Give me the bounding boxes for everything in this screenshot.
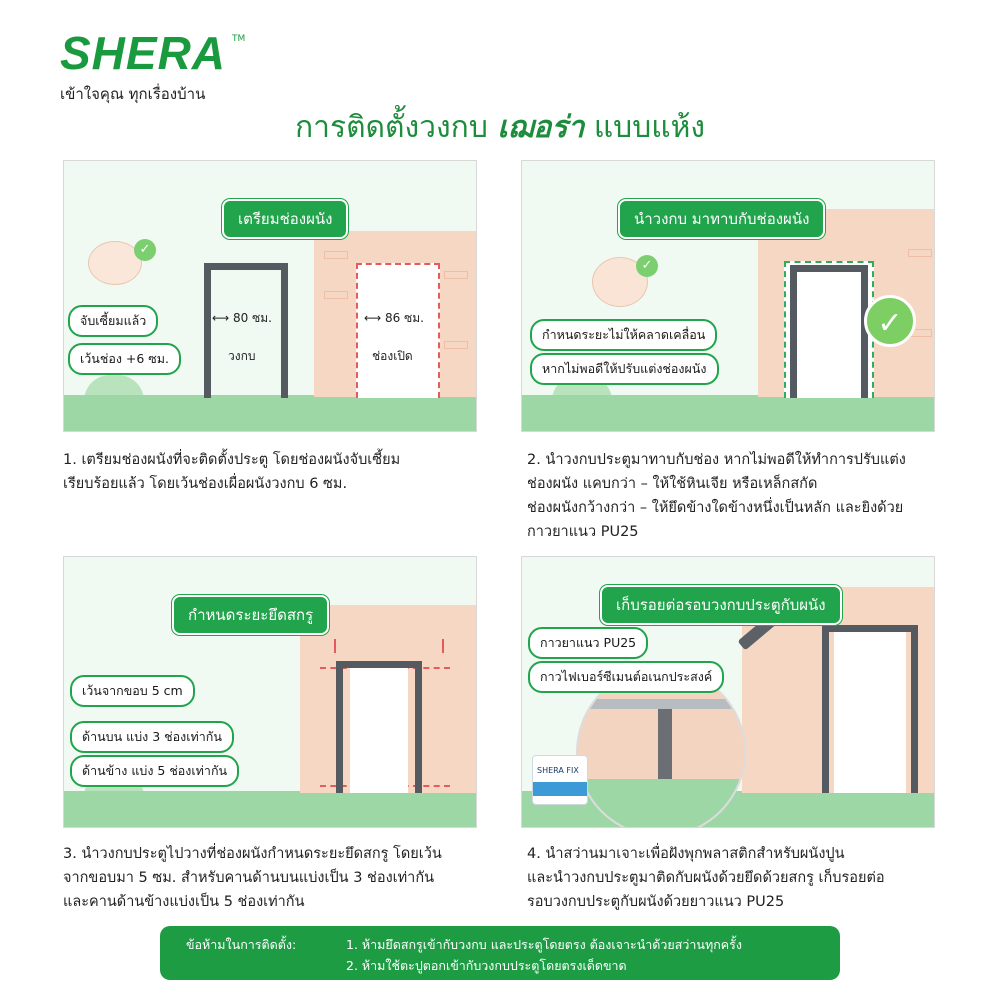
step-3-line: และคานด้านข้างแบ่งเป็น 5 ช่องเท่ากัน — [63, 894, 305, 910]
logo-wordmark: SHERA — [60, 27, 227, 79]
logo-tm: TM — [232, 34, 246, 44]
step-4-line: รอบวงกบประตูกับผนังด้วยยาวแนว PU25 — [527, 894, 785, 910]
door-opening — [834, 632, 906, 793]
label-top-divisions: ด้านบน แบ่ง 3 ช่องเท่ากัน — [70, 721, 234, 753]
opening-width-label: ⟷ 86 ซม. — [364, 311, 424, 325]
step-4-line: 4. นำสว่านมาเจาะเพื่อฝังพุกพลาสติกสำหรับผนังปูน — [527, 846, 845, 862]
label-pu25: กาวยาแนว PU25 — [528, 627, 648, 659]
step-4-banner: เก็บรอยต่อรอบวงกบประตูกับผนัง — [600, 585, 842, 625]
label-side-divisions: ด้านข้าง แบ่ง 5 ช่องเท่ากัน — [70, 755, 239, 787]
door-frame — [204, 263, 288, 398]
step-4-line: และนำวงกบประตูมาติดกับผนังด้วยยึดด้วยสกรู เก็บรอยต่อ — [527, 870, 885, 886]
ground — [64, 395, 476, 431]
big-check-icon: ✓ — [864, 295, 916, 347]
door-frame — [790, 265, 868, 398]
step-1-illustration — [63, 160, 477, 432]
check-icon: ✓ — [134, 239, 156, 261]
step-2-line: 2. นำวงกบประตูมาทาบกับช่อง หากไม่พอดีให้ทำการปรับแต่ง — [527, 452, 906, 468]
opening-name-label: ช่องเปิด — [372, 349, 413, 363]
step-2-line: กาวยาแนว PU25 — [527, 524, 639, 540]
warning-heading: ข้อห้ามในการติดตั้ง: — [186, 937, 297, 952]
label-adjust: หากไม่พอดีให้ปรับแต่งช่องผนัง — [530, 353, 719, 385]
installation-warning-box — [160, 926, 840, 980]
label-gap: เว้นช่อง +6 ซม. — [68, 343, 181, 375]
step-3-illustration — [63, 556, 477, 828]
step-1-line: 1. เตรียมช่องผนังที่จะติดตั้งประตู โดยช่องผนังจับเซี้ยม — [63, 452, 401, 468]
step-3-banner: กำหนดระยะยึดสกรู — [172, 595, 329, 635]
wall-opening — [356, 263, 440, 398]
check-icon: ✓ — [636, 255, 658, 277]
step-3-text — [63, 842, 483, 914]
ground — [522, 395, 934, 431]
step-2-line: ช่องผนังกว้างกว่า – ให้ยึดข้างใดข้างหนึ่งเป็นหลัก และยิงด้วย — [527, 500, 904, 516]
step-3-line: 3. นำวงกบประตูไปวางที่ช่องผนังกำหนดระยะยึดสกรู โดยเว้น — [63, 846, 442, 862]
step-2-line: ช่องผนัง แคบกว่า – ให้ใช้หินเจีย หรือเหล็กสกัด — [527, 476, 818, 492]
step-2-illustration — [521, 160, 935, 432]
label-edge-offset: เว้นจากขอบ 5 cm — [70, 675, 195, 707]
shera-logo — [60, 27, 246, 106]
frame-width-label: ⟷ 80 ซม. — [212, 311, 272, 325]
page-title — [0, 104, 1000, 151]
product-label: SHERA FIX — [537, 766, 579, 775]
step-1-text — [63, 448, 483, 496]
shera-fix-tub — [532, 755, 588, 805]
ground — [64, 791, 476, 827]
frame-name-label: วงกบ — [228, 349, 256, 363]
title-suffix: แบบแห้ง — [593, 110, 706, 145]
door-opening — [350, 668, 408, 793]
label-chamfered: จับเซี้ยมแล้ว — [68, 305, 158, 337]
step-1-banner: เตรียมช่องผนัง — [222, 199, 348, 239]
label-fiber-cement-glue: กาวไฟเบอร์ซีเมนต์อเนกประสงค์ — [528, 661, 724, 693]
warning-item: 2. ห้ามใช้ตะปูตอกเข้ากับวงกบประตูโดยตรงเด็ดขาด — [346, 958, 627, 973]
title-brand: เฌอร่า — [497, 110, 585, 145]
step-4-illustration — [521, 556, 935, 828]
warning-item: 1. ห้ามยึดสกรูเข้ากับวงกบ และประตูโดยตรง ต้องเจาะนำด้วยสว่านทุกครั้ง — [346, 937, 742, 952]
label-alignment: กำหนดระยะไม่ให้คลาดเคลื่อน — [530, 319, 717, 351]
step-4-text — [527, 842, 967, 914]
title-prefix: การติดตั้งวงกบ — [294, 110, 488, 145]
step-2-banner: นำวงกบ มาทาบกับช่องผนัง — [618, 199, 825, 239]
screw-marks-top — [334, 639, 444, 653]
step-2-text — [527, 448, 967, 544]
step-1-line: เรียบร้อยแล้ว โดยเว้นช่องเผื่อผนังวงกบ 6 ซม. — [63, 476, 348, 492]
logo-tagline: เข้าใจคุณ ทุกเรื่องบ้าน — [60, 85, 206, 103]
step-3-line: จากขอบมา 5 ซม. สำหรับคานด้านบนแบ่งเป็น 3 ช่องเท่ากัน — [63, 870, 435, 886]
